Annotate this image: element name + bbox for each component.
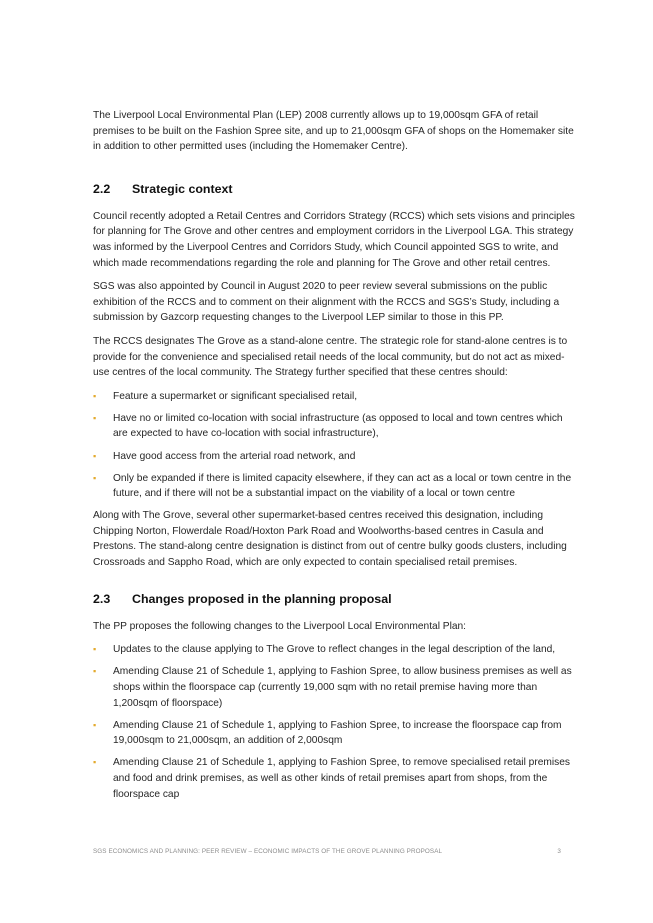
footer-text: SGS ECONOMICS AND PLANNING: PEER REVIEW – ECONOMIC IMPACTS OF THE GROVE PLANNING PROPOSAL (93, 848, 443, 855)
section-number: 2.2 (93, 181, 111, 196)
list-item: ▪ Feature a supermarket or significant specialised retail, (93, 389, 579, 405)
bullet-icon: ▪ (93, 644, 97, 655)
list-item: ▪ Only be expanded if there is limited capacity elsewhere, if they can act as a local or town centre in the future, and if there will not be a substantial impact on the viability of a local or town centre (93, 472, 572, 500)
bullet-icon: ▪ (93, 390, 97, 401)
bullet-list (93, 642, 579, 802)
bullet-icon: ▪ (93, 450, 97, 461)
list-item: ▪ Amending Clause 21 of Schedule 1, applying to Fashion Spree, to increase the floorspace cap from 19,000sqm to 21,000sqm, an addition of 2,000sqm (93, 719, 562, 747)
paragraph: The PP proposes the following changes to the Liverpool Local Environmental Plan: (93, 620, 467, 632)
section-heading-2-2 (93, 181, 579, 197)
bullet-icon: ▪ (93, 412, 97, 423)
list-item: ▪ Amending Clause 21 of Schedule 1, applying to Fashion Spree, to allow business premises as well as shops within the floorspace cap (currently 19,000 sqm with no retail premise having more than 1,200sqm of floorspace) (93, 666, 572, 709)
paragraph: SGS was also appointed by Council in August 2020 to peer review several submissions on the public exhibition of the RCCS and to comment on their alignment with the RCCS and SGS’s Study, including a submission by Gazcorp requesting changes to the Liverpool LEP similar to those in this PP. (93, 281, 560, 324)
page-content (93, 108, 579, 809)
bullet-icon: ▪ (93, 472, 97, 483)
bullet-icon: ▪ (93, 666, 97, 677)
list-item: ▪ Have good access from the arterial road network, and (93, 449, 579, 465)
list-item: ▪ Updates to the clause applying to The Grove to reflect changes in the legal description of the land, (93, 642, 579, 658)
list-item: ▪ Have no or limited co-location with social infrastructure (as opposed to local and town centres which are expected to have co-location with social infrastructure), (93, 412, 563, 440)
section-number: 2.3 (93, 591, 111, 606)
intro-paragraph: The Liverpool Local Environmental Plan (LEP) 2008 currently allows up to 19,000sqm GFA of retail premises to be built on the Fashion Spree site, and up to 21,000sqm GFA of shops on the Homemaker site in addition to other permitted uses (including the Homemaker Centre). (93, 110, 574, 153)
section-title: Strategic context (132, 181, 233, 196)
section-title: Changes proposed in the planning proposal (132, 591, 392, 606)
paragraph: Council recently adopted a Retail Centres and Corridors Strategy (RCCS) which sets visions and principles for planning for The Grove and other centres and employment corridors in the Liverpool LGA. This strategy was informed by the Liverpool Centres and Corridors Study, which Council appointed SGS to write, and which made recommendations regarding the role and planning for The Grove and other retail centres. (93, 210, 575, 269)
bullet-list (93, 389, 579, 502)
page-number: 3 (557, 848, 561, 855)
bullet-icon: ▪ (93, 719, 97, 730)
section-heading-2-3 (93, 591, 579, 607)
paragraph: Along with The Grove, several other supermarket-based centres received this designation, including Chipping Norton, Flowerdale Road/Hoxton Park Road and Woolworths-based centres in Casula and Prestons. The stand-along centre designation is distinct from out of centre bulky goods clusters, including Crossroads and Sappho Road, which are only expected to contain specialised retail premises. (93, 510, 567, 569)
list-item: ▪ Amending Clause 21 of Schedule 1, applying to Fashion Spree, to remove specialised retail premises and food and drink premises, as well as other kinds of retail premises apart from shops, from the floorspace cap (93, 757, 570, 800)
bullet-icon: ▪ (93, 757, 97, 768)
page-footer (93, 848, 561, 855)
paragraph: The RCCS designates The Grove as a stand-alone centre. The strategic role for stand-alone centres is to provide for the convenience and specialised retail needs of the local community, but do not act as mixed-use centres of the local community. The Strategy further specified that these centres should: (93, 335, 568, 379)
